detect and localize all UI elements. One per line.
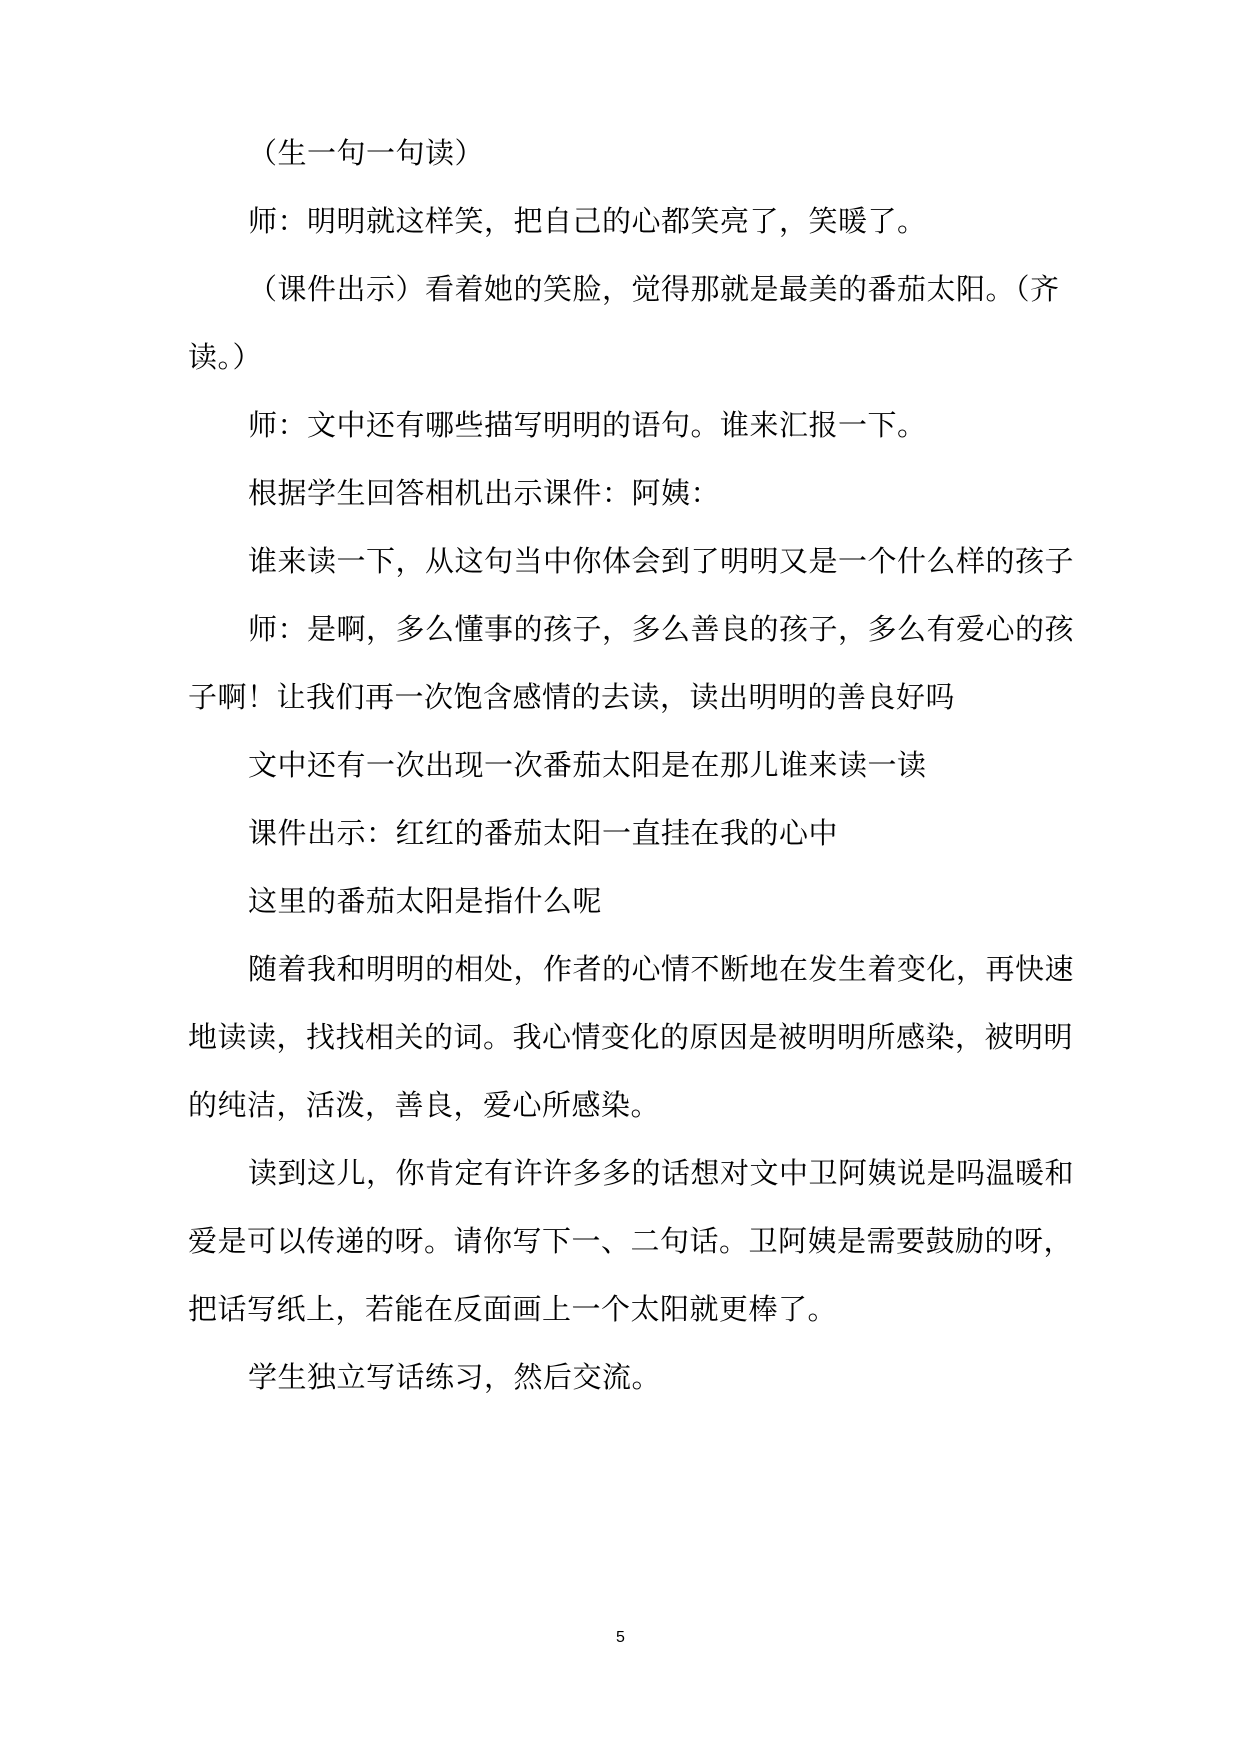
text-line: 读到这儿，你肯定有许许多多的话想对文中卫阿姨说是吗温暖和	[248, 1156, 1075, 1190]
text-line: 这里的番茄太阳是指什么呢	[248, 884, 603, 918]
text-line: （生一句一句读）	[248, 136, 485, 170]
page-number: 5	[616, 1629, 625, 1646]
text-line: （课件出示）看着她的笑脸，觉得那就是最美的番茄太阳。（齐	[248, 272, 1060, 306]
text-line: 的纯洁，活泼，善良，爱心所感染。	[188, 1088, 661, 1122]
text-line: 谁来读一下，从这句当中你体会到了明明又是一个什么样的孩子	[248, 544, 1075, 578]
text-line: 读。）	[188, 340, 263, 374]
text-line: 学生独立写话练习，然后交流。	[248, 1360, 662, 1394]
text-line: 把话写纸上，若能在反面画上一个太阳就更棒了。	[188, 1292, 838, 1326]
text-line: 子啊！让我们再一次饱含感情的去读，读出明明的善良好吗	[188, 680, 956, 714]
text-line: 师：文中还有哪些描写明明的语句。谁来汇报一下。	[248, 408, 927, 442]
text-line: 师：是啊，多么懂事的孩子，多么善良的孩子，多么有爱心的孩	[248, 612, 1075, 646]
text-line: 师：明明就这样笑，把自己的心都笑亮了，笑暖了。	[248, 204, 927, 238]
text-line: 爱是可以传递的呀。请你写下一、二句话。卫阿姨是需要鼓励的呀，	[188, 1224, 1074, 1258]
text-line: 地读读，找找相关的词。我心情变化的原因是被明明所感染，被明明	[188, 1020, 1074, 1054]
text-line: 根据学生回答相机出示课件：阿姨：	[248, 476, 721, 510]
text-line: 课件出示：红红的番茄太阳一直挂在我的心中	[248, 816, 839, 850]
text-line: 随着我和明明的相处，作者的心情不断地在发生着变化，再快速	[248, 952, 1075, 986]
text-line: 文中还有一次出现一次番茄太阳是在那儿谁来读一读	[248, 748, 927, 782]
